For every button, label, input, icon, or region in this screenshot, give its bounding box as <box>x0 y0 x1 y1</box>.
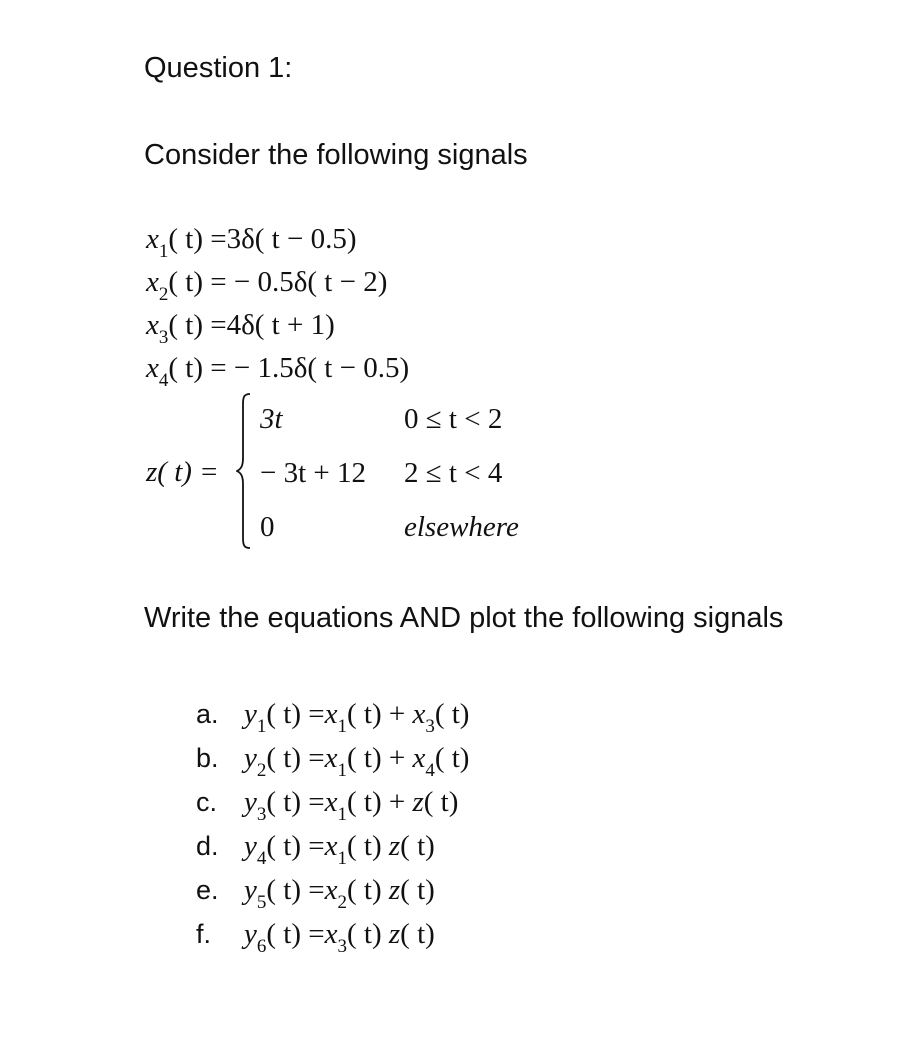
task-letter: a. <box>196 699 219 729</box>
signal-x3-equation <box>146 308 335 348</box>
signal-subscript: 3 <box>158 327 169 348</box>
signal-argument: ( t) <box>168 352 203 384</box>
signal-argument: ( t) <box>168 309 203 341</box>
task-letter: b. <box>196 743 219 773</box>
question-title: Question 1: <box>144 52 293 84</box>
task-item-b <box>196 741 470 781</box>
signal-subscript: 4 <box>158 370 169 391</box>
task-item-c <box>196 785 459 825</box>
z-case-condition: 0 ≤ t < 2 <box>404 403 503 435</box>
task-equation: $y_2$( $t) =x_1$( $t) + x_4$( t) <box>244 742 470 781</box>
signal-subscript: 2 <box>158 284 169 305</box>
signal-name: x <box>146 266 159 298</box>
z-case-expression: 3t <box>260 403 283 435</box>
signal-rhs: =3δ( t − 0.5) <box>203 223 357 255</box>
task-equation: $y_3$( $t) =x_1$( t) + z( t) <box>244 786 459 825</box>
task-equation: $y_5$( $t) =x_2$( t) z( t) <box>244 874 435 913</box>
left-brace-icon <box>236 392 252 550</box>
signal-name: x <box>146 309 159 341</box>
brace-path <box>237 394 250 548</box>
task-letter: f. <box>196 919 212 949</box>
signal-argument: ( t) <box>168 266 203 298</box>
signal-x1-equation <box>146 222 357 262</box>
z-case-condition: 2 ≤ t < 4 <box>404 457 503 489</box>
signal-name: x <box>146 223 159 255</box>
signal-x4-equation <box>146 351 410 391</box>
signal-rhs: = − 1.5δ( t − 0.5) <box>203 352 410 384</box>
z-case-expression: − 3t + 12 <box>260 457 367 489</box>
signal-x2-equation <box>146 265 388 305</box>
signal-rhs: =4δ( t + 1) <box>203 309 335 341</box>
signal-name: x <box>146 352 159 384</box>
signal-subscript: 1 <box>158 241 169 262</box>
task-letter: d. <box>196 831 219 861</box>
question-task: Write the equations AND plot the following signals <box>144 602 784 634</box>
task-item-f <box>196 917 435 957</box>
task-equation: $y_1$( $t) =x_1$( $t) + x_3$( t) <box>244 698 470 737</box>
task-letter: c. <box>196 787 218 817</box>
task-item-d <box>196 829 435 869</box>
task-equation: $y_6$( $t) =x_3$( t) z( t) <box>244 918 435 957</box>
task-equation: $y_4$( $t) =x_1$( t) z( t) <box>244 830 435 869</box>
task-letter: e. <box>196 875 219 905</box>
question-intro: Consider the following signals <box>144 139 528 171</box>
signal-rhs: = − 0.5δ( t − 2) <box>203 266 388 298</box>
z-case-expression: 0 <box>260 511 275 543</box>
z-case-condition: elsewhere <box>404 511 519 543</box>
task-item-e <box>196 873 435 913</box>
signal-argument: ( t) <box>168 223 203 255</box>
task-item-a <box>196 697 470 737</box>
z-definition-lhs: z( t) = <box>146 456 219 488</box>
